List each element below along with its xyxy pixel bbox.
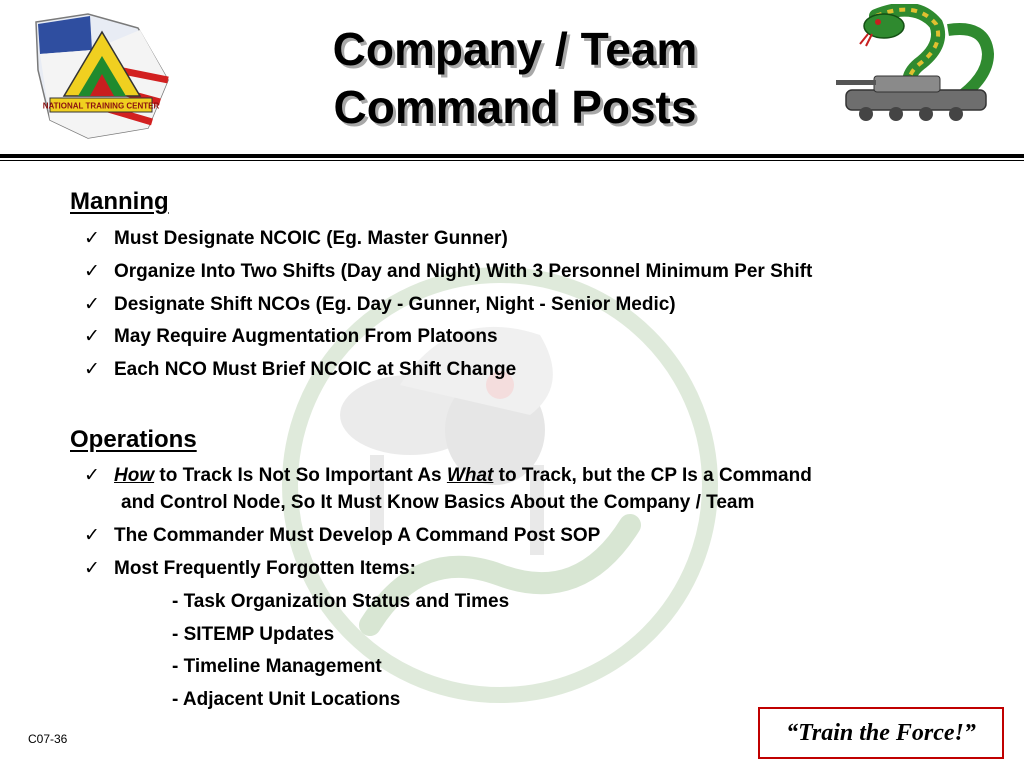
manning-item <box>84 225 508 252</box>
check-icon: ✓ <box>84 558 100 579</box>
check-icon: ✓ <box>84 294 100 315</box>
cobra-tank-logo <box>836 4 996 132</box>
manning-item-text: Each NCO Must Brief NCOIC at Shift Change <box>114 359 517 380</box>
operations-heading: Operations <box>70 426 197 453</box>
operations-item <box>84 462 812 516</box>
forgotten-item: - Adjacent Unit Locations <box>172 689 401 710</box>
manning-item-text: Designate Shift NCOs (Eg. Day - Gunner, Night - Senior Medic) <box>114 294 676 315</box>
check-icon: ✓ <box>84 228 100 249</box>
slide-code: C07-36 <box>28 732 68 746</box>
title-line-2: Command Posts <box>333 81 697 133</box>
title-divider <box>0 154 1024 158</box>
manning-item-text: Organize Into Two Shifts (Day and Night) With 3 Personnel Minimum Per Shift <box>114 261 813 282</box>
title-divider-thin <box>0 160 1024 161</box>
manning-item <box>84 323 498 350</box>
check-icon: ✓ <box>84 261 100 282</box>
motto-text: “Train the Force!” <box>786 719 976 746</box>
operations-item-continuation: and Control Node, So It Must Know Basics About the Company / Team <box>121 492 755 513</box>
manning-item-text: May Require Augmentation From Platoons <box>114 326 498 347</box>
operations-item <box>84 522 600 549</box>
forgotten-item: - Task Organization Status and Times <box>172 591 510 612</box>
manning-item <box>84 291 676 318</box>
what-emphasis: What <box>446 465 494 486</box>
operations-item-text: to Track, but the CP Is a Command <box>493 465 812 486</box>
how-emphasis: How <box>114 465 155 486</box>
forgotten-item: - SITEMP Updates <box>172 624 335 645</box>
forgotten-item: - Timeline Management <box>172 656 382 677</box>
operations-item-text: The Commander Must Develop A Command Post SOP <box>114 525 601 546</box>
logo-banner-text: NATIONAL TRAINING CENTER <box>42 101 160 111</box>
manning-item <box>84 356 516 383</box>
manning-item <box>84 258 812 285</box>
check-icon: ✓ <box>84 465 100 486</box>
check-icon: ✓ <box>84 359 100 380</box>
operations-item <box>84 555 416 582</box>
page-title <box>240 20 790 136</box>
manning-item-text: Must Designate NCOIC (Eg. Master Gunner) <box>114 228 508 249</box>
check-icon: ✓ <box>84 326 100 347</box>
motto-box <box>758 707 1004 759</box>
operations-item-text: Most Frequently Forgotten Items: <box>114 558 416 579</box>
title-line-1: Company / Team <box>332 23 698 75</box>
operations-item-text: to Track Is Not So Important As <box>154 465 447 486</box>
manning-heading: Manning <box>70 188 169 215</box>
national-training-center-logo <box>28 10 176 142</box>
check-icon: ✓ <box>84 525 100 546</box>
